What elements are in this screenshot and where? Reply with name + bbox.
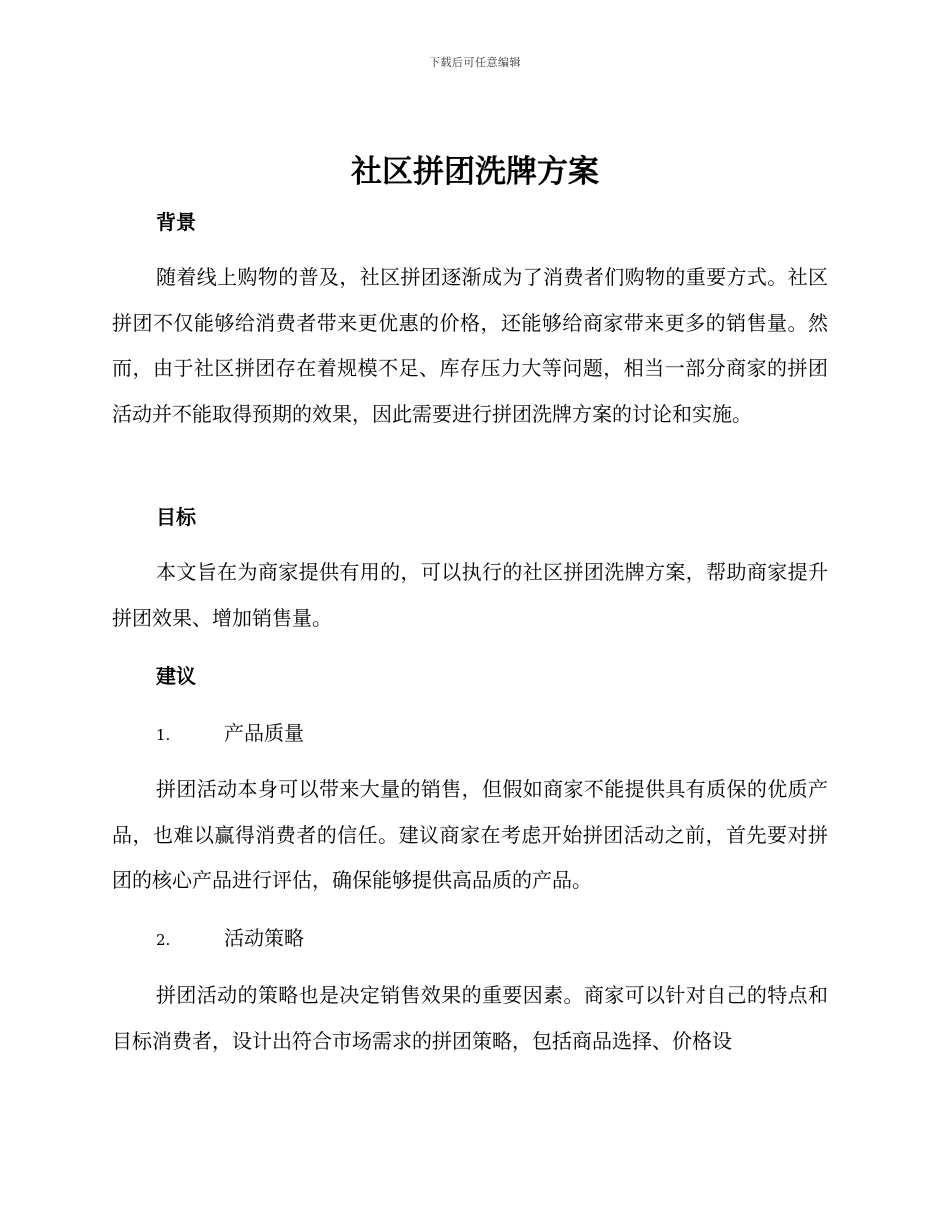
activity-strategy-paragraph: 拼团活动的策略也是决定销售效果的重要因素。商家可以针对自己的特点和目标消费者，设计出符合市场需求的拼团策略，包括商品选择、价格设 [112,983,828,1053]
list-item-number: 2. [156,931,171,949]
list-item-product-quality [156,719,304,749]
list-item-label: 活动策略 [224,926,304,950]
section-heading-background: 背景 [156,210,196,234]
section-heading-suggestions: 建议 [156,664,196,688]
background-paragraph: 随着线上购物的普及，社区拼团逐渐成为了消费者们购物的重要方式。社区拼团不仅能够给消费者带来更优惠的价格，还能够给商家带来更多的销售量。然而，由于社区拼团存在着规模不足、库存压力大等问题，相当一部分商家的拼团活动并不能取得预期的效果，因此需要进行拼团洗牌方案的讨论和实施。 [112,265,828,426]
page-header-note: 下载后可任意编辑 [429,56,521,69]
list-item-label: 产品质量 [224,721,304,745]
product-quality-paragraph: 拼团活动本身可以带来大量的销售，但假如商家不能提供具有质保的优质产品，也难以赢得消费者的信任。建议商家在考虑开始拼团活动之前，首先要对拼团的核心产品进行评估，确保能够提供高品质的产品。 [112,777,828,892]
document-title: 社区拼团洗牌方案 [351,154,599,190]
list-item-activity-strategy [156,924,304,954]
section-heading-goal: 目标 [156,505,196,529]
goal-paragraph: 本文旨在为商家提供有用的，可以执行的社区拼团洗牌方案，帮助商家提升拼团效果、增加销售量。 [112,560,828,630]
list-item-number: 1. [156,726,171,744]
